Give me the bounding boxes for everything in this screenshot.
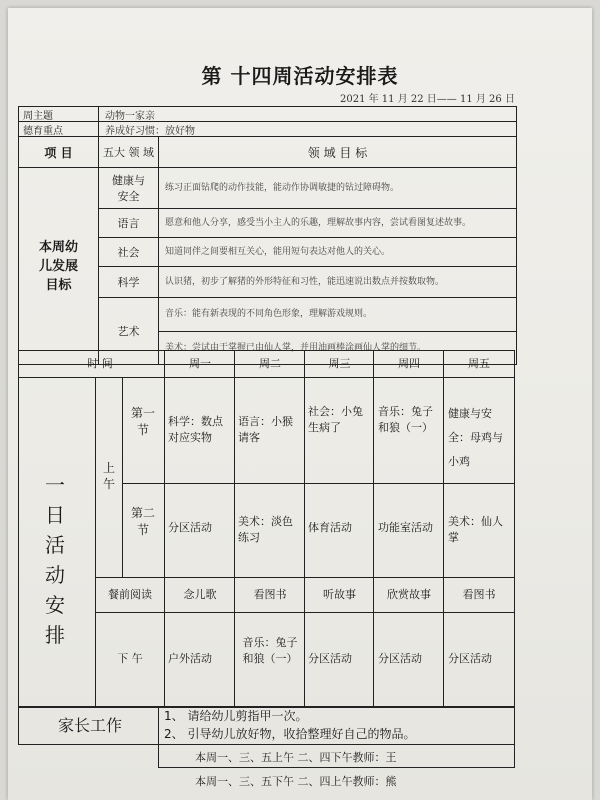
divider: [304, 350, 305, 707]
afternoon-cell: 分区活动: [448, 652, 492, 665]
col-goal-header: 领 域 目 标: [307, 145, 368, 160]
period2-label: 第二节: [130, 506, 155, 537]
theme-label: 周主题: [19, 107, 99, 121]
divider: [95, 577, 515, 578]
period1-label: 第一节: [130, 406, 155, 437]
page-title: 第 十四周活动安排表: [201, 64, 399, 88]
time-label: 时 间: [87, 357, 113, 370]
theme-row: [19, 107, 516, 122]
day-header: 周五: [468, 357, 490, 370]
domain-goal: 练习正面钻爬的动作技能，能动作协调敏捷的钻过障碍物。: [165, 183, 400, 193]
morning-label: 上午: [102, 461, 115, 491]
divider: [158, 707, 159, 745]
goals-body: [19, 168, 516, 364]
art-goal-music: 音乐：能有新表现的不同角色形象，理解游戏规则。: [159, 298, 516, 332]
day-header: 周一: [189, 357, 211, 370]
period2-cell: 体育活动: [308, 521, 352, 534]
divider: [234, 350, 235, 707]
domain-row-health: [99, 168, 516, 209]
domain-name: 社会: [99, 238, 159, 266]
moral-row: [19, 122, 516, 137]
divider: [95, 377, 96, 707]
art-goal-drawing: 美术：尝试由于掌握已由仙人掌，并用油画棒涂画仙人掌的细节。: [165, 342, 427, 353]
domain-row-science: [99, 267, 516, 298]
reading-cell: 看图书: [462, 588, 496, 601]
divider: [122, 377, 123, 577]
teacher-line-1: 本周一、三、五上午 二、四下午教师：王: [195, 751, 397, 764]
divider: [164, 350, 165, 707]
domain-goal: 愿意和他人分享，感受当小主人的乐趣，理解故事内容，尝试看图复述故事。: [165, 218, 472, 228]
divider: [122, 483, 515, 484]
reading-label: 餐前阅读: [108, 588, 152, 601]
afternoon-cell: 音乐：兔子和狼（一）: [242, 636, 298, 665]
goal-group-label: 本周幼儿发展目标: [19, 168, 99, 364]
period2-cell: 美术：仙人掌: [448, 515, 503, 544]
col-item-header: 项 目: [19, 137, 99, 167]
period2-cell: 分区活动: [168, 521, 212, 534]
goals-table: [18, 106, 517, 365]
reading-cell: 看图书: [253, 588, 287, 601]
period2-cell: 美术：淡色练习: [238, 515, 293, 544]
parent-work-label: 家长工作: [57, 716, 122, 735]
period1-cell: 科学：数点对应实物: [168, 415, 223, 444]
moral-label: 德育重点: [19, 122, 99, 136]
day-header: 周四: [398, 357, 420, 370]
domain-row-language: [99, 209, 516, 238]
divider: [443, 350, 444, 707]
afternoon-label: 下 午: [117, 652, 143, 665]
period1-cell: 健康与安全：母鸡与小鸡: [448, 407, 503, 468]
daily-schedule-label: 一日活动安排: [45, 473, 65, 647]
theme-value: 动物一家亲: [105, 110, 155, 122]
period1-cell: 社会：小兔生病了: [308, 405, 363, 434]
reading-cell: 欣赏故事: [387, 588, 431, 601]
divider: [373, 350, 374, 707]
afternoon-cell: 户外活动: [168, 652, 212, 665]
period1-cell: 音乐：兔子和狼（一）: [378, 405, 433, 434]
period2-cell: 功能室活动: [378, 521, 433, 534]
afternoon-cell: 分区活动: [378, 652, 422, 665]
teacher-line-2: 本周一、三、五下午 二、四上午教师：熊: [195, 775, 397, 788]
col-domain-header: 五大 领 域: [99, 137, 159, 167]
domain-name: 健康与安全: [99, 168, 159, 208]
parent-work-item: 2、 引导幼儿放好物，收拾整理好自己的物品。: [164, 727, 416, 741]
parent-work-item: 1、 请给幼儿剪指甲一次。: [164, 709, 308, 723]
domain-row-social: [99, 238, 516, 267]
domain-name: 语言: [99, 209, 159, 237]
afternoon-cell: 分区活动: [308, 652, 352, 665]
moral-value: 养成好习惯：放好物: [105, 125, 195, 137]
divider: [95, 612, 515, 613]
domain-name: 科学: [99, 267, 159, 297]
reading-cell: 听故事: [323, 588, 356, 601]
period1-cell: 语言：小猴请客: [238, 415, 293, 444]
domain-goal: 认识猪，初步了解猪的外形特征和习性，能迅速说出数点并按数取物。: [165, 277, 445, 287]
reading-cell: 念儿歌: [183, 588, 217, 601]
domain-goal: 知道同伴之间要相互关心，能用短句表达对他人的关心。: [165, 247, 391, 257]
time-row-divider: [18, 377, 515, 378]
date-range: 2021 年 11 月 22 日—— 11 月 26 日: [340, 94, 515, 105]
domain-rows: [99, 168, 516, 364]
day-header: 周三: [328, 357, 351, 370]
domain-name: 艺术: [99, 298, 159, 364]
goals-header-row: [19, 137, 516, 168]
day-header: 周二: [259, 357, 281, 370]
